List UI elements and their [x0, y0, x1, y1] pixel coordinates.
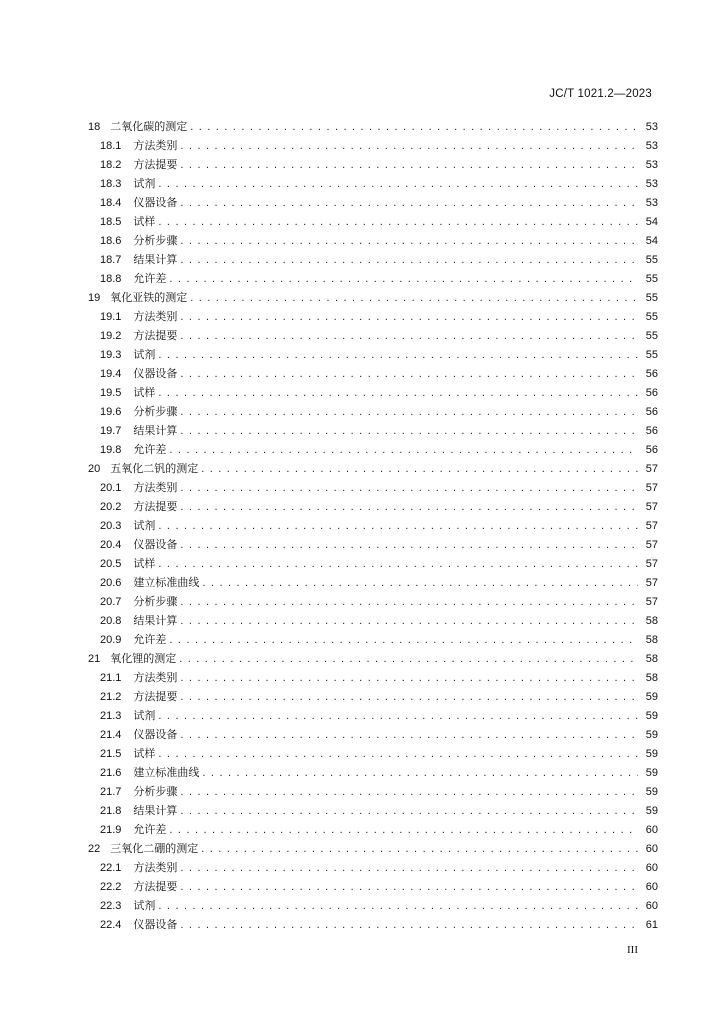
toc-section-entry[interactable]: [88, 687, 658, 706]
toc-entry-number: 19.1: [100, 311, 122, 323]
toc-section-entry[interactable]: [88, 535, 658, 554]
toc-dot-leader: [180, 194, 638, 213]
toc-entry-page: 56: [645, 387, 658, 399]
toc-entry-page: 54: [645, 235, 658, 247]
toc-entry-page: 57: [645, 520, 658, 532]
toc-entry-title: 方法提要: [133, 500, 178, 513]
toc-entry-number: 18: [88, 121, 101, 133]
toc-section-entry[interactable]: [88, 763, 658, 782]
toc-entry-title: 试样: [133, 557, 156, 570]
toc-dot-leader: [158, 745, 638, 764]
toc-entry-page: 57: [645, 596, 658, 608]
toc-entry-number: 22.2: [100, 881, 122, 893]
toc-dot-leader: [158, 517, 638, 536]
toc-entry-page: 58: [645, 653, 658, 665]
toc-dot-leader: [180, 726, 638, 745]
toc-section-entry[interactable]: [88, 174, 658, 193]
toc-entry-title: 试剂: [133, 519, 156, 532]
toc-entry-page: 58: [645, 672, 658, 684]
toc-section-entry[interactable]: [88, 231, 658, 250]
toc-entry-number: 20: [88, 463, 101, 475]
toc-dot-leader: [180, 612, 638, 631]
toc-entry-page: 53: [645, 197, 658, 209]
toc-dot-leader: [180, 669, 638, 688]
toc-dot-leader: [180, 232, 638, 251]
toc-entry-number: 20.7: [100, 596, 122, 608]
toc-section-entry[interactable]: [88, 307, 658, 326]
toc-entry-title: 允许差: [133, 823, 167, 836]
toc-entry-page: 59: [645, 767, 658, 779]
toc-section-entry[interactable]: [88, 136, 658, 155]
toc-dot-leader: [180, 498, 638, 517]
toc-entry-page: 56: [645, 444, 658, 456]
toc-entry-page: 61: [645, 919, 658, 931]
toc-entry-number: 19.2: [100, 330, 122, 342]
toc-section-entry[interactable]: [88, 573, 658, 592]
toc-section-entry[interactable]: [88, 611, 658, 630]
toc-entry-page: 57: [645, 539, 658, 551]
toc-entry-number: 18.3: [100, 178, 122, 190]
toc-entry-number: 18.8: [100, 273, 122, 285]
toc-dot-leader: [180, 783, 638, 802]
toc-entry-title: 三氧化二硼的测定: [110, 842, 199, 855]
toc-entry-title: 试剂: [133, 177, 156, 190]
toc-entry-title: 试剂: [133, 709, 156, 722]
toc-entry-number: 20.4: [100, 539, 122, 551]
toc-entry-number: 18.1: [100, 140, 122, 152]
toc-entry-title: 允许差: [133, 272, 167, 285]
toc-dot-leader: [180, 688, 638, 707]
toc-section-entry[interactable]: [88, 478, 658, 497]
toc-dot-leader: [169, 631, 638, 650]
toc-section-entry[interactable]: [88, 364, 658, 383]
toc-entry-title: 分析步骤: [133, 234, 178, 247]
toc-entry-page: 59: [645, 786, 658, 798]
toc-entry-title: 分析步骤: [133, 405, 178, 418]
toc-section-entry[interactable]: [88, 915, 658, 934]
toc-section-entry[interactable]: [88, 706, 658, 725]
toc-section-entry[interactable]: [88, 155, 658, 174]
toc-dot-leader: [180, 802, 638, 821]
toc-entry-number: 19.8: [100, 444, 122, 456]
toc-dot-leader: [180, 916, 638, 935]
toc-dot-leader: [158, 213, 638, 232]
toc-entry-page: 58: [645, 615, 658, 627]
toc-entry-page: 60: [645, 862, 658, 874]
toc-entry-title: 方法类别: [133, 139, 178, 152]
toc-entry-title: 方法类别: [133, 481, 178, 494]
toc-entry-page: 55: [645, 311, 658, 323]
toc-entry-page: 55: [645, 273, 658, 285]
toc-entry-page: 56: [645, 406, 658, 418]
toc-entry-title: 结果计算: [133, 253, 178, 266]
toc-section-entry[interactable]: [88, 440, 658, 459]
toc-entry-page: 53: [645, 159, 658, 171]
toc-entry-title: 仪器设备: [133, 196, 178, 209]
toc-entry-page: 59: [645, 710, 658, 722]
toc-entry-title: 分析步骤: [133, 595, 178, 608]
toc-entry-title: 方法类别: [133, 310, 178, 323]
toc-dot-leader: [180, 365, 638, 384]
toc-section-entry[interactable]: [88, 402, 658, 421]
toc-entry-number: 18.6: [100, 235, 122, 247]
toc-section-entry[interactable]: [88, 269, 658, 288]
toc-chapter-entry[interactable]: [88, 839, 658, 858]
toc-entry-page: 53: [645, 121, 658, 133]
toc-entry-page: 57: [645, 558, 658, 570]
toc-entry-number: 18.2: [100, 159, 122, 171]
toc-entry-title: 建立标准曲线: [133, 766, 200, 779]
toc-entry-title: 试样: [133, 747, 156, 760]
toc-dot-leader: [158, 707, 638, 726]
toc-entry-number: 18.7: [100, 254, 122, 266]
toc-entry-page: 60: [645, 881, 658, 893]
toc-dot-leader: [179, 650, 638, 669]
toc-chapter-entry[interactable]: [88, 649, 658, 668]
toc-entry-number: 22.1: [100, 862, 122, 874]
toc-entry-number: 21.7: [100, 786, 122, 798]
toc-section-entry[interactable]: [88, 345, 658, 364]
toc-entry-page: 56: [645, 425, 658, 437]
toc-chapter-entry[interactable]: [88, 288, 658, 307]
toc-entry-title: 方法提要: [133, 690, 178, 703]
toc-dot-leader: [190, 289, 638, 308]
toc-entry-number: 20.3: [100, 520, 122, 532]
toc-entry-number: 20.1: [100, 482, 122, 494]
toc-entry-title: 试样: [133, 386, 156, 399]
toc-entry-page: 60: [645, 900, 658, 912]
toc-section-entry[interactable]: [88, 421, 658, 440]
toc-entry-number: 22.3: [100, 900, 122, 912]
toc-section-entry[interactable]: [88, 326, 658, 345]
toc-entry-number: 19.6: [100, 406, 122, 418]
toc-entry-number: 19.5: [100, 387, 122, 399]
toc-entry-number: 21.3: [100, 710, 122, 722]
toc-dot-leader: [158, 555, 638, 574]
toc-dot-leader: [202, 574, 638, 593]
toc-section-entry[interactable]: [88, 744, 658, 763]
toc-entry-title: 氧化亚铁的测定: [110, 291, 188, 304]
toc-dot-leader: [202, 764, 638, 783]
toc-entry-number: 19.4: [100, 368, 122, 380]
toc-entry-page: 60: [645, 824, 658, 836]
toc-entry-page: 57: [645, 463, 658, 475]
toc-dot-leader: [169, 821, 638, 840]
toc-entry-title: 二氧化碳的测定: [110, 120, 188, 133]
toc-entry-number: 22.4: [100, 919, 122, 931]
toc-entry-page: 53: [645, 140, 658, 152]
toc-section-entry[interactable]: [88, 497, 658, 516]
toc-entry-number: 21.2: [100, 691, 122, 703]
toc-entry-number: 21.4: [100, 729, 122, 741]
toc-dot-leader: [180, 479, 638, 498]
toc-dot-leader: [201, 460, 638, 479]
toc-entry-number: 20.8: [100, 615, 122, 627]
toc-entry-title: 结果计算: [133, 804, 178, 817]
toc-entry-number: 22: [88, 843, 101, 855]
toc-entry-page: 57: [645, 577, 658, 589]
toc-entry-number: 21.5: [100, 748, 122, 760]
toc-dot-leader: [190, 118, 638, 137]
toc-entry-page: 56: [645, 368, 658, 380]
toc-entry-title: 试剂: [133, 899, 156, 912]
toc-entry-title: 方法类别: [133, 861, 178, 874]
toc-entry-page: 59: [645, 729, 658, 741]
toc-entry-page: 55: [645, 330, 658, 342]
toc-entry-page: 59: [645, 805, 658, 817]
toc-dot-leader: [180, 327, 638, 346]
toc-section-entry[interactable]: [88, 858, 658, 877]
toc-section-entry[interactable]: [88, 801, 658, 820]
toc-entry-title: 仪器设备: [133, 918, 178, 931]
toc-entry-title: 允许差: [133, 443, 167, 456]
toc-entry-number: 18.5: [100, 216, 122, 228]
toc-entry-title: 方法提要: [133, 158, 178, 171]
toc-section-entry[interactable]: [88, 668, 658, 687]
toc-dot-leader: [180, 403, 638, 422]
toc-section-entry[interactable]: [88, 212, 658, 231]
toc-dot-leader: [180, 251, 638, 270]
toc-dot-leader: [180, 878, 638, 897]
toc-dot-leader: [158, 384, 638, 403]
toc-entry-title: 分析步骤: [133, 785, 178, 798]
toc-dot-leader: [180, 593, 638, 612]
toc-dot-leader: [180, 422, 638, 441]
toc-dot-leader: [158, 897, 638, 916]
toc-section-entry[interactable]: [88, 193, 658, 212]
toc-entry-page: 59: [645, 691, 658, 703]
toc-section-entry[interactable]: [88, 725, 658, 744]
toc-section-entry[interactable]: [88, 630, 658, 649]
toc-entry-title: 五氧化二钒的测定: [110, 462, 199, 475]
toc-entry-title: 允许差: [133, 633, 167, 646]
toc-entry-page: 58: [645, 634, 658, 646]
toc-entry-title: 结果计算: [133, 614, 178, 627]
toc-entry-number: 18.4: [100, 197, 122, 209]
toc-entry-page: 60: [645, 843, 658, 855]
toc-entry-title: 建立标准曲线: [133, 576, 200, 589]
toc-section-entry[interactable]: [88, 877, 658, 896]
toc-section-entry[interactable]: [88, 896, 658, 915]
toc-dot-leader: [201, 840, 638, 859]
toc-entry-number: 21.6: [100, 767, 122, 779]
toc-entry-page: 55: [645, 254, 658, 266]
toc-section-entry[interactable]: [88, 383, 658, 402]
toc-section-entry[interactable]: [88, 820, 658, 839]
toc-entry-title: 方法提要: [133, 880, 178, 893]
toc-entry-title: 仪器设备: [133, 728, 178, 741]
toc-dot-leader: [169, 270, 638, 289]
toc-section-entry[interactable]: [88, 516, 658, 535]
toc-entry-title: 方法类别: [133, 671, 178, 684]
toc-entry-page: 53: [645, 178, 658, 190]
toc-dot-leader: [180, 308, 638, 327]
toc-dot-leader: [180, 156, 638, 175]
toc-entry-number: 20.9: [100, 634, 122, 646]
toc-dot-leader: [180, 137, 638, 156]
toc-entry-number: 21.8: [100, 805, 122, 817]
table-of-contents: [88, 117, 658, 934]
toc-entry-number: 20.2: [100, 501, 122, 513]
toc-entry-number: 21.9: [100, 824, 122, 836]
toc-dot-leader: [158, 346, 638, 365]
toc-chapter-entry[interactable]: [88, 459, 658, 478]
toc-dot-leader: [158, 175, 638, 194]
toc-entry-title: 试剂: [133, 348, 156, 361]
toc-entry-title: 氧化锂的测定: [110, 652, 177, 665]
toc-section-entry[interactable]: [88, 782, 658, 801]
standard-code: JC/T 1021.2—2023: [549, 88, 652, 100]
toc-entry-number: 21.1: [100, 672, 122, 684]
toc-entry-page: 54: [645, 216, 658, 228]
toc-entry-number: 19.7: [100, 425, 122, 437]
toc-entry-page: 55: [645, 292, 658, 304]
toc-entry-number: 20.6: [100, 577, 122, 589]
toc-entry-title: 结果计算: [133, 424, 178, 437]
toc-entry-number: 19: [88, 292, 101, 304]
toc-dot-leader: [180, 536, 638, 555]
toc-entry-number: 21: [88, 653, 101, 665]
toc-entry-page: 57: [645, 482, 658, 494]
page-number: III: [627, 944, 638, 956]
toc-entry-number: 20.5: [100, 558, 122, 570]
toc-entry-page: 59: [645, 748, 658, 760]
toc-entry-page: 57: [645, 501, 658, 513]
toc-dot-leader: [169, 441, 638, 460]
toc-chapter-entry[interactable]: [88, 117, 658, 136]
toc-entry-title: 方法提要: [133, 329, 178, 342]
toc-section-entry[interactable]: [88, 554, 658, 573]
toc-entry-page: 55: [645, 349, 658, 361]
toc-dot-leader: [180, 859, 638, 878]
toc-entry-number: 19.3: [100, 349, 122, 361]
toc-entry-title: 试样: [133, 215, 156, 228]
toc-section-entry[interactable]: [88, 592, 658, 611]
toc-section-entry[interactable]: [88, 250, 658, 269]
toc-entry-title: 仪器设备: [133, 538, 178, 551]
toc-entry-title: 仪器设备: [133, 367, 178, 380]
